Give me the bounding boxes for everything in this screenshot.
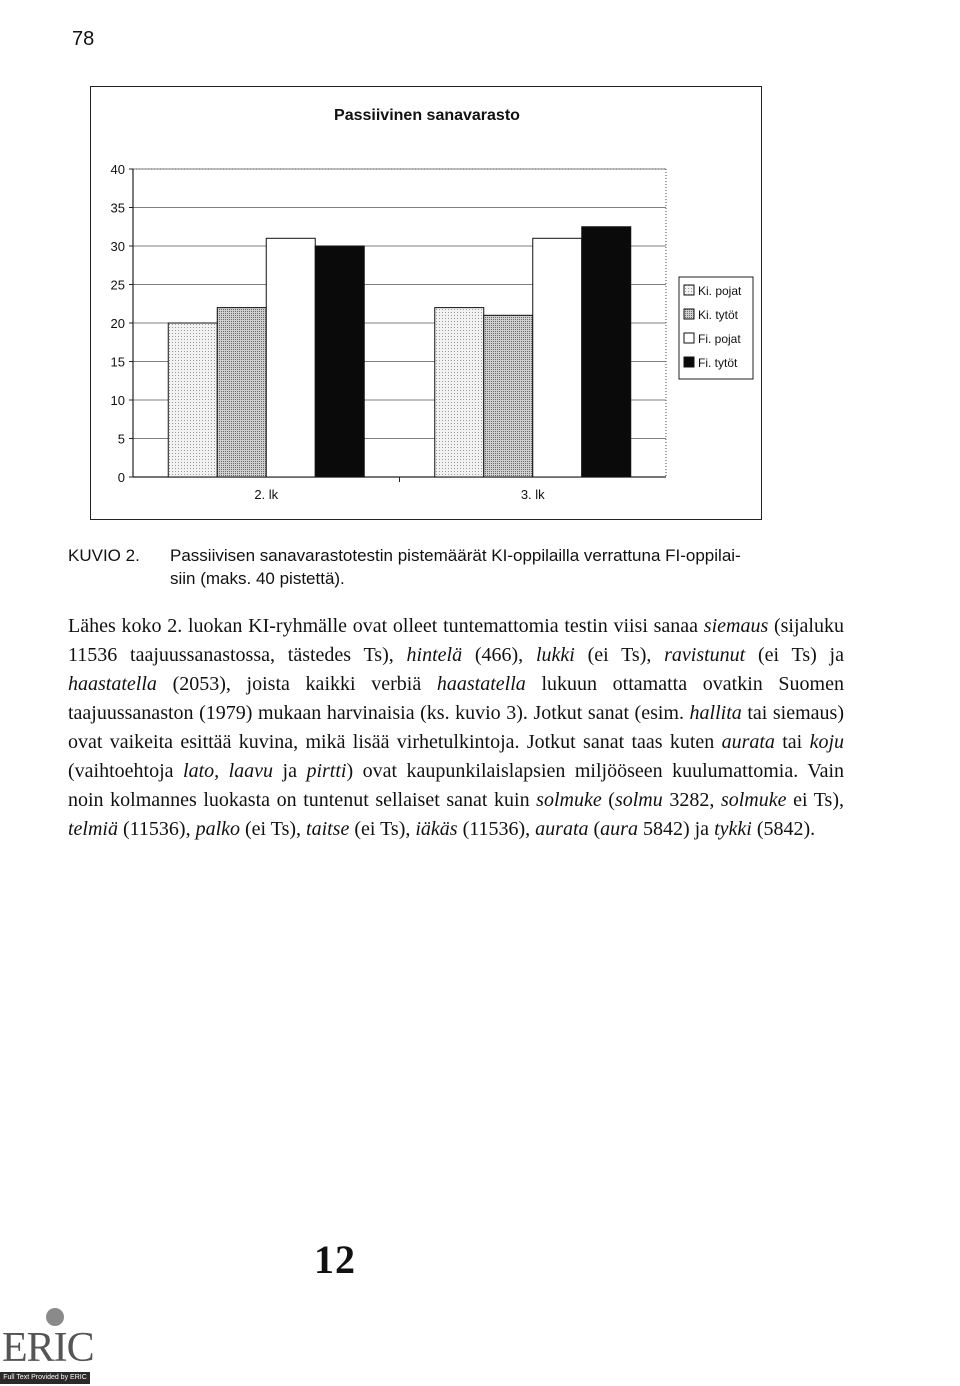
italic-word: aura bbox=[600, 818, 638, 840]
text-run: (2053), joista kaikki verbiä bbox=[156, 673, 437, 695]
bar bbox=[266, 238, 315, 477]
x-tick-label: 3. lk bbox=[520, 487, 545, 502]
legend-label: Fi. pojat bbox=[698, 332, 741, 346]
bar bbox=[315, 246, 364, 477]
logo-letters: ERIC bbox=[2, 1325, 94, 1371]
bar bbox=[435, 308, 484, 477]
text-run: ei Ts), bbox=[786, 789, 844, 811]
italic-word: tykki bbox=[714, 818, 752, 840]
text-run: (11536), bbox=[457, 818, 536, 840]
text-run: lukuun ottamatta ovatkin Suomen taajuussanaston (1979) mukaan harvinaisia (ks. kuvio 3). Jotkut sanat (esim. bbox=[68, 673, 844, 724]
legend-label: Ki. tytöt bbox=[698, 308, 739, 322]
footer-page-number: 12 bbox=[314, 1237, 356, 1282]
text-run: 5842) ja bbox=[637, 818, 715, 840]
y-tick-label: 5 bbox=[117, 431, 125, 447]
y-tick-label: 20 bbox=[110, 316, 125, 331]
text-run: tai bbox=[774, 731, 810, 753]
y-tick-label: 0 bbox=[117, 470, 125, 485]
text-run: ( bbox=[601, 789, 615, 811]
text-run: ) ovat kaupunkilaislapsien miljööseen kuulumattomia. Vain noin kolmannes luokasta on tuntenut sellaiset sanat kuin bbox=[68, 760, 844, 811]
italic-word: haastatella bbox=[436, 673, 526, 695]
italic-word: iäkäs bbox=[415, 818, 458, 840]
page-number: 78 bbox=[72, 28, 95, 50]
italic-word: solmuke bbox=[720, 789, 787, 811]
italic-word: taitse bbox=[306, 818, 350, 840]
bar bbox=[168, 323, 217, 477]
legend-label: Ki. pojat bbox=[698, 284, 742, 298]
x-tick-label: 2. lk bbox=[254, 487, 279, 502]
figure-frame bbox=[90, 86, 762, 520]
italic-word: koju bbox=[809, 731, 844, 753]
text-run: 3282, bbox=[662, 789, 721, 811]
legend-swatch bbox=[684, 309, 694, 319]
italic-word: hallita bbox=[689, 702, 742, 724]
text-run: (11536), bbox=[118, 818, 196, 840]
italic-word: pirtti bbox=[306, 760, 347, 782]
y-tick-label: 15 bbox=[110, 354, 125, 370]
eric-logo bbox=[0, 1306, 92, 1384]
legend-label: Fi. tytöt bbox=[698, 356, 738, 370]
italic-word: aurata bbox=[535, 818, 589, 840]
text-run: ja bbox=[273, 760, 307, 782]
y-tick-label: 25 bbox=[110, 277, 125, 293]
body-paragraph bbox=[68, 612, 844, 844]
bar bbox=[217, 308, 266, 477]
italic-word: telmiä bbox=[68, 818, 118, 840]
logo-tagline: Full Text Provided by ERIC bbox=[0, 1372, 90, 1384]
text-run: (466), bbox=[462, 644, 536, 666]
legend-swatch bbox=[684, 357, 694, 367]
y-tick-label: 40 bbox=[110, 162, 125, 177]
bar bbox=[582, 227, 631, 477]
figure-caption bbox=[68, 544, 858, 590]
caption-label: KUVIO 2. bbox=[68, 546, 140, 565]
italic-word: solmu bbox=[614, 789, 663, 811]
text-run: Lähes koko 2. luokan KI-ryhmälle ovat olleet tuntemattomia testin viisi sanaa bbox=[68, 615, 704, 637]
italic-word: ravistunut bbox=[664, 644, 746, 666]
text-run: (ei Ts) ja bbox=[745, 644, 844, 666]
bar bbox=[533, 238, 582, 477]
legend-swatch bbox=[684, 333, 694, 343]
italic-word: lukki bbox=[535, 644, 575, 666]
caption-line-2: siin (maks. 40 pistettä). bbox=[170, 569, 345, 588]
italic-word: hintelä bbox=[406, 644, 463, 666]
y-tick-label: 10 bbox=[110, 393, 125, 408]
italic-word: solmuke bbox=[536, 789, 602, 811]
text-run: (ei Ts), bbox=[240, 818, 307, 840]
text-run: (5842). bbox=[751, 818, 816, 840]
italic-word: haastatella bbox=[68, 673, 157, 695]
y-tick-label: 35 bbox=[110, 200, 125, 216]
text-run: (ei Ts), bbox=[349, 818, 416, 840]
text-run: (sijaluku 11536 taajuussanastossa, tästedes Ts), bbox=[68, 615, 844, 666]
text-run: (ei Ts), bbox=[574, 644, 665, 666]
bar-chart bbox=[91, 87, 761, 519]
bar bbox=[484, 315, 533, 477]
text-run: ( bbox=[588, 818, 601, 840]
italic-word: lato, laavu bbox=[183, 760, 274, 782]
chart-title: Passiivinen sanavarasto bbox=[334, 107, 520, 124]
text-run: (vaihtoehtoja bbox=[68, 760, 184, 782]
italic-word: palko bbox=[195, 818, 241, 840]
y-tick-label: 30 bbox=[110, 239, 125, 254]
italic-word: aurata bbox=[721, 731, 775, 753]
legend-swatch bbox=[684, 285, 694, 295]
text-run: tai siemaus) ovat vaikeita esittää kuvina, mikä lisää virhetulkintoja. Jotkut sanat taas kuten bbox=[68, 702, 844, 753]
italic-word: siemaus bbox=[703, 615, 769, 637]
caption-line-1: Passiivisen sanavarastotestin pistemäärät KI-oppilailla verrattuna FI-oppilai- bbox=[170, 546, 741, 565]
